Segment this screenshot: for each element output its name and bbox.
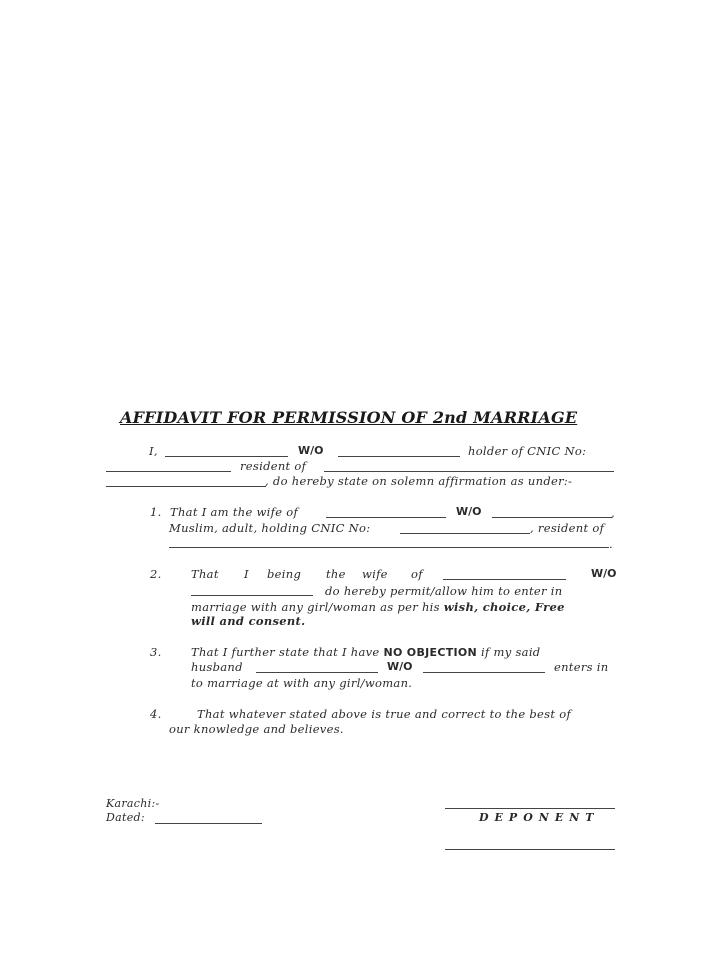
clause-number: 3. <box>150 645 162 659</box>
deponent-signature-line[interactable] <box>445 808 615 809</box>
clause-text: our knowledge and believes. <box>169 722 344 736</box>
clause-text: do hereby permit/allow him to enter in <box>325 584 563 598</box>
clause-number: 4. <box>150 707 162 721</box>
holder-cnic-label: holder of CNIC No: <box>468 444 587 458</box>
clause-text: to marriage at with any girl/woman. <box>191 676 413 690</box>
wo-label: W/O <box>591 567 617 580</box>
clause-text: That I am the wife of <box>170 505 299 519</box>
clause-word: wife <box>362 567 388 581</box>
comma: , <box>611 506 615 520</box>
clause-text: That whatever stated above is true and correct to the best of <box>197 707 572 721</box>
intro-i: I, <box>149 444 158 458</box>
clause-text-bold: wish, choice, Free <box>443 600 565 614</box>
name-blank[interactable] <box>165 456 288 457</box>
clause-number: 1. <box>150 505 162 519</box>
clause-word: That <box>191 567 219 581</box>
clause-text-normal: if my said <box>477 645 541 659</box>
wo-blank[interactable] <box>191 595 313 596</box>
clause-word: the <box>326 567 346 581</box>
husband-name-blank[interactable] <box>338 456 460 457</box>
deponent-second-line[interactable] <box>445 849 615 850</box>
wife-of-blank[interactable] <box>326 517 446 518</box>
date-blank[interactable] <box>155 823 262 824</box>
resident-label: resident of <box>240 459 307 473</box>
clause-text: enters in <box>554 660 609 674</box>
clause-text-normal: That I further state that I have <box>191 645 384 659</box>
clause-word: I <box>244 567 249 581</box>
wo-blank[interactable] <box>492 517 612 518</box>
cnic-blank[interactable] <box>106 471 231 472</box>
clause-number: 2. <box>150 567 162 581</box>
document-title: AFFIDAVIT FOR PERMISSION OF 2nd MARRIAGE <box>120 408 578 427</box>
dated-label: Dated: <box>106 811 145 824</box>
address-blank-1[interactable] <box>324 471 614 472</box>
clause-text <box>191 645 540 659</box>
no-objection-bold: NO OBJECTION <box>383 646 478 659</box>
clause-text: Muslim, adult, holding CNIC No: <box>169 521 371 535</box>
address-blank[interactable] <box>169 547 609 548</box>
wo-label: W/O <box>387 660 413 673</box>
clause-text: husband <box>191 660 243 674</box>
clause-text <box>191 600 565 614</box>
clause-word: of <box>411 567 423 581</box>
address-blank-2[interactable] <box>106 486 266 487</box>
clause-text-bold: will and consent. <box>191 614 306 628</box>
clause-word: being <box>267 567 302 581</box>
wife-of-blank[interactable] <box>443 579 566 580</box>
deponent-label: DEPONENT <box>479 811 600 824</box>
clause-text-normal: marriage with any girl/woman as per his <box>191 600 444 614</box>
wo-label: W/O <box>298 444 324 457</box>
solemn-affirmation-text: , do hereby state on solemn affirmation as under:- <box>265 474 573 488</box>
wo-label: W/O <box>456 505 482 518</box>
clause-text: , resident of <box>530 521 605 535</box>
period: . <box>609 537 613 551</box>
husband-blank[interactable] <box>256 672 378 673</box>
cnic-blank[interactable] <box>400 533 530 534</box>
wo-blank[interactable] <box>423 672 545 673</box>
city-label: Karachi:- <box>106 797 160 810</box>
